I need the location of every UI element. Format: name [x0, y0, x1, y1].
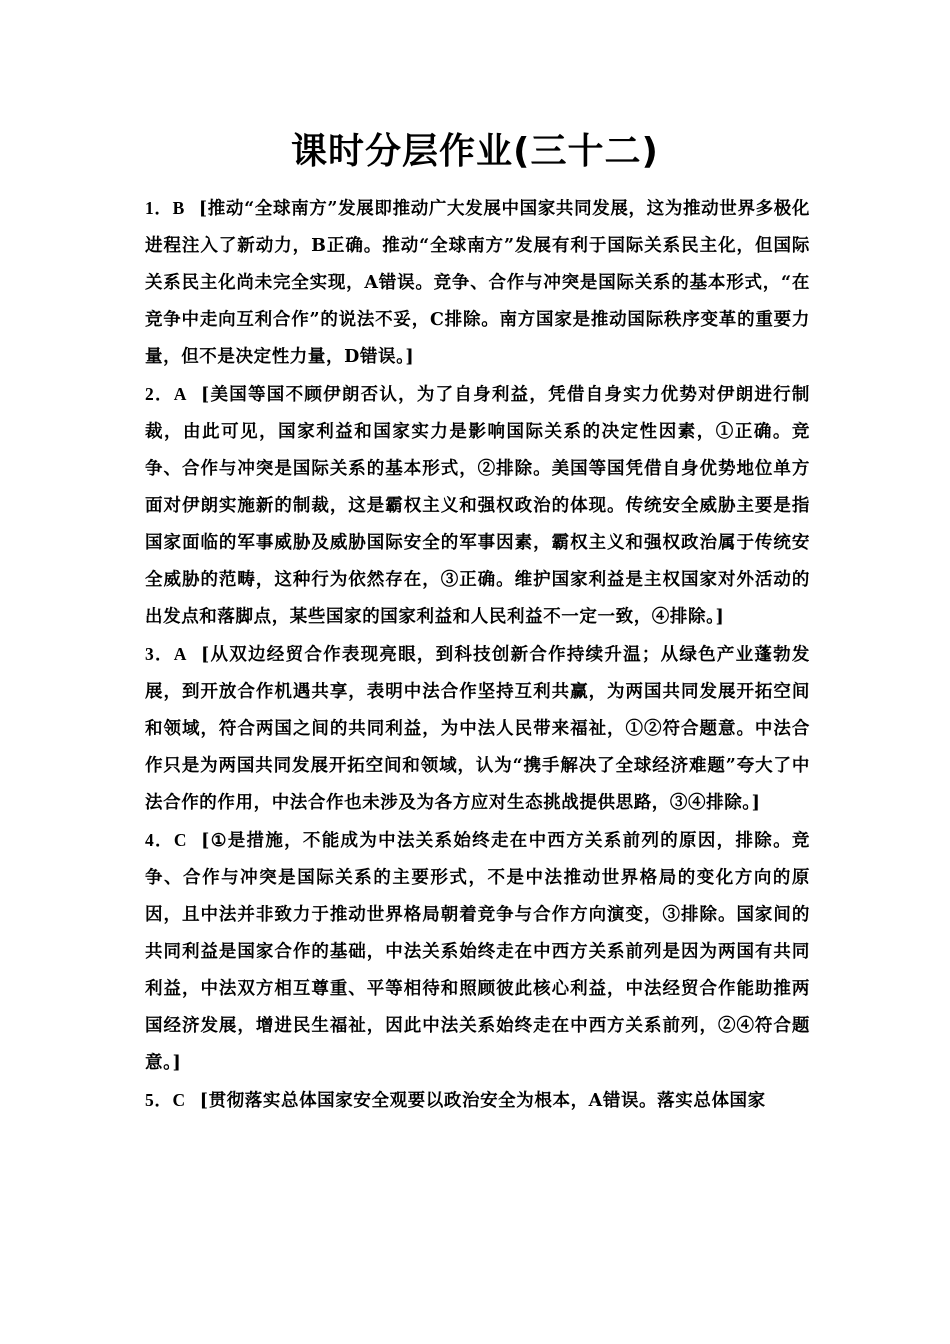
- answer-explanation: [贯彻落实总体国家安全观要以政治安全为根本，A错误。落实总体国家: [199, 1091, 766, 1111]
- answer-explanation: [从双边经贸合作表现亮眼，到科技创新合作持续升温；从绿色产业蓬勃发展，到开放合作机遇共享，表明中法合作坚持互利共赢，为两国共同发展开拓空间和领域，符合两国之间的共同利益，为中法人民带来福祉，①②符合题意。中法合作只是为两国共同发展开拓空间和领域，认为“携手解决了全球经济难题”夸大了中法合作的作用，中法合作也未涉及为各方应对生态挑战提供思路，③④排除。]: [145, 645, 811, 813]
- answer-explanation: [①是措施，不能成为中法关系始终走在中西方关系前列的原因，排除。竞争、合作与冲突是国际关系的主要形式，不是中法推动世界格局的变化方向的原因，且中法并非致力于推动世界格局朝着竞争与合作方向演变，③排除。国家间的共同利益是国家合作的基础，中法关系始终走在中西方关系前列是因为两国有共同利益，中法双方相互尊重、平等相待和照顾彼此核心利益，中法经贸合作能助推两国经济发展，增进民生福祉，因此中法关系始终走在中西方关系前列，②④符合题意。]: [145, 831, 810, 1073]
- answer-choice: A: [173, 384, 188, 404]
- answer-item-2: [145, 376, 810, 636]
- answer-explanation: [美国等国不顾伊朗否认，为了自身利益，凭借自身实力优势对伊朗进行制裁，由此可见，国家利益和国家实力是影响国际关系的决定性因素，①正确。竞争、合作与冲突是国际关系的基本形式，②排除。美国等国凭借自身优势地位单方面对伊朗实施新的制裁，这是霸权主义和强权政治的体现。传统安全威胁主要是指国家面临的军事威胁及威胁国际安全的军事因素，霸权主义和强权政治属于传统安全威胁的范畴，这种行为依然存在，③正确。维护国家利益是主权国家对外活动的出发点和落脚点，某些国家的国家利益和人民利益不一定一致，④排除。]: [145, 385, 811, 627]
- answer-choice: B: [172, 198, 185, 218]
- answer-choice: C: [172, 1090, 186, 1110]
- page-title: 课时分层作业(三十二): [291, 131, 659, 172]
- answer-item-4: [145, 822, 810, 1082]
- answer-choice: C: [173, 830, 188, 850]
- answer-number: 2．: [145, 384, 174, 404]
- answer-item-5: [145, 1082, 810, 1120]
- answer-item-3: [145, 636, 810, 822]
- answer-explanation: [推动“全球南方”发展即推动广大发展中国家共同发展，这为推动世界多极化进程注入了新动力，B正确。推动“全球南方”发展有利于国际关系民主化，但国际关系民主化尚未完全实现，A错误。竞争、合作与冲突是国际关系的基本形式，“在竞争中走向互利合作”的说法不妥，C排除。南方国家是推动国际秩序变革的重要力量，但不是决定性力量，D错误。]: [145, 199, 810, 367]
- answer-choice: A: [173, 644, 188, 664]
- answer-number: 5．: [145, 1090, 173, 1110]
- answer-number: 4．: [145, 830, 174, 850]
- answer-list: [145, 190, 810, 1120]
- answer-number: 3．: [145, 644, 174, 664]
- answer-number: 1．: [145, 198, 173, 218]
- answer-item-1: [145, 190, 810, 376]
